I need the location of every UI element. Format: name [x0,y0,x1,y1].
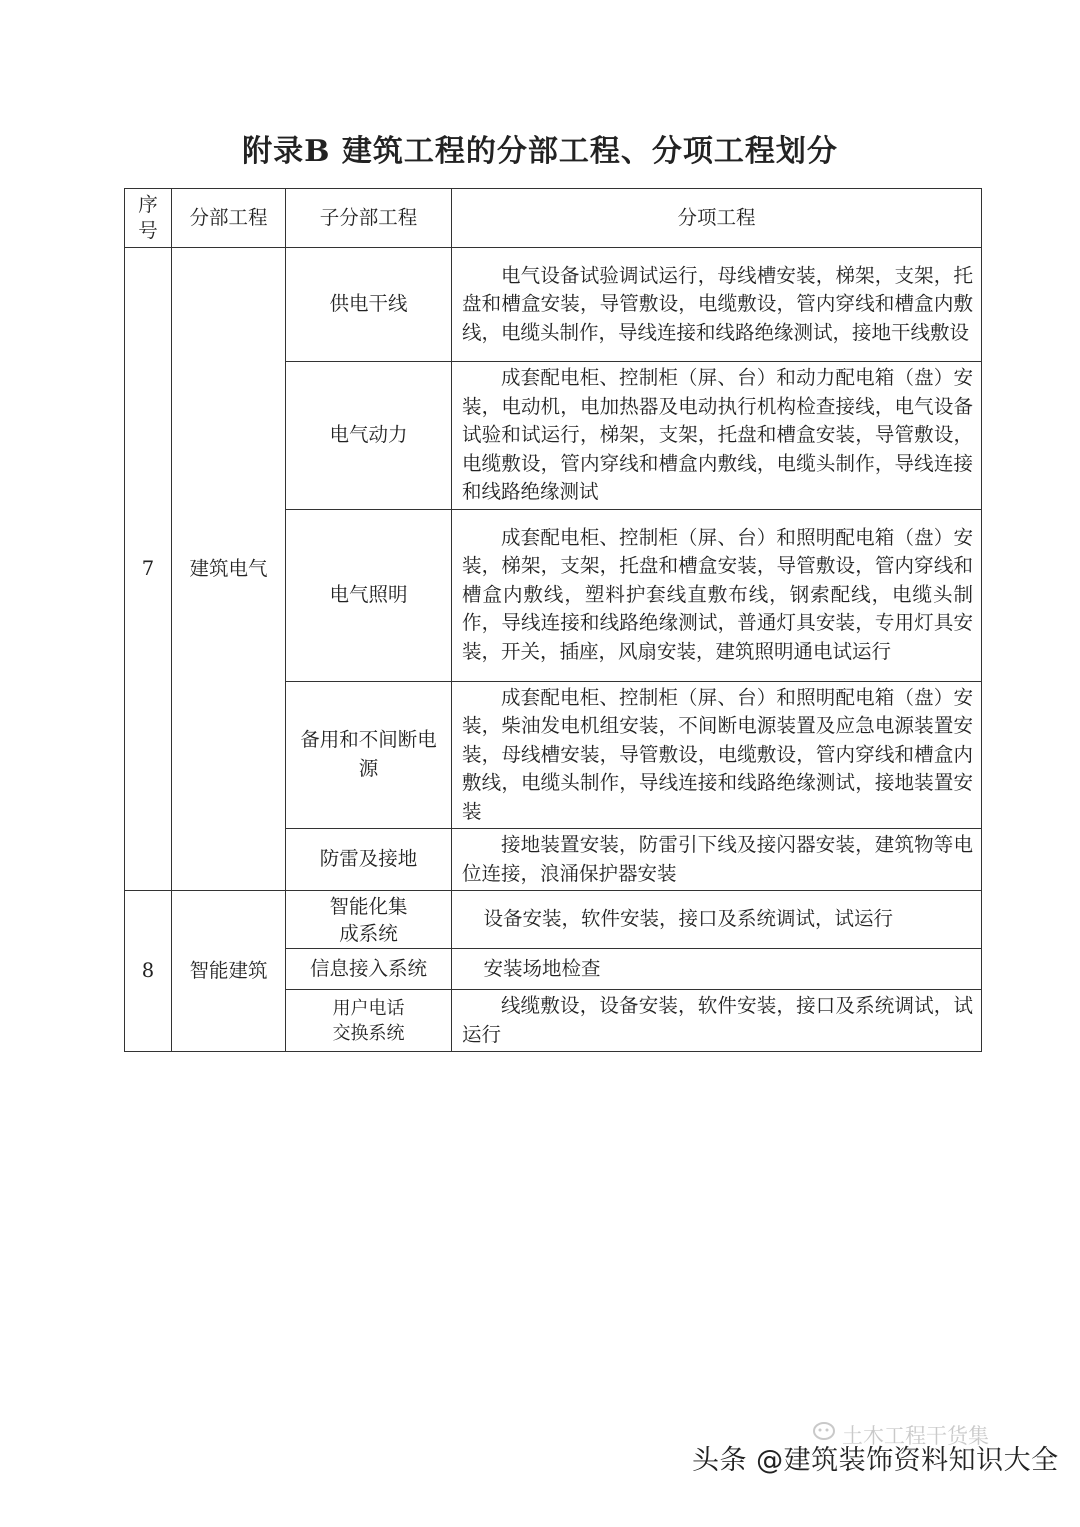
subdivision-cell: 智能化集成系统 [286,891,452,949]
faint-watermark: 土木工程干货集 [842,1424,989,1448]
subdivision-cell: 备用和不间断电源 [286,681,452,829]
table-row [125,248,982,362]
subdivision-cell: 用户电话交换系统 [286,990,452,1052]
header-subdivision: 子分部工程 [286,189,452,248]
header-items: 分项工程 [452,189,982,248]
page-title: 附录B 建筑工程的分部工程、分项工程划分 [242,134,838,169]
subdivision-cell: 防雷及接地 [286,829,452,891]
table-row [125,891,982,949]
items-cell: 设备安装，软件安装，接口及系统调试，试运行 [452,891,982,949]
items-cell: 安装场地检查 [452,949,982,990]
table-header-row [125,189,982,248]
subdivision-cell: 供电干线 [286,248,452,362]
items-cell: 成套配电柜、控制柜（屏、台）和动力配电箱（盘）安装，电动机，电加热器及电动执行机构检查接线，电气设备试验和试运行，梯架，支架，托盘和槽盒安装，导管敷设，电缆敷设，管内穿线和槽盒内敷线，电缆头制作，导线连接和线路绝缘测试 [452,362,982,510]
division-table [124,188,982,1052]
items-cell: 线缆敷设，设备安装，软件安装，接口及系统调试，试运行 [452,990,982,1052]
division-cell: 智能建筑 [172,891,286,1052]
seq-cell: 7 [125,248,172,891]
items-cell: 成套配电柜、控制柜（屏、台）和照明配电箱（盘）安装，梯架，支架，托盘和槽盒安装，导管敷设，管内穿线和槽盒内敷线，塑料护套线直敷布线，钢索配线，电缆头制作，导线连接和线路绝缘测试，普通灯具安装，专用灯具安装，开关，插座，风扇安装，建筑照明通电试运行 [452,509,982,681]
subdivision-cell: 电气照明 [286,509,452,681]
subdivision-cell: 信息接入系统 [286,949,452,990]
header-division: 分部工程 [172,189,286,248]
seq-cell: 8 [125,891,172,1052]
header-seq: 序号 [125,189,172,248]
items-cell: 电气设备试验调试运行，母线槽安装，梯架，支架，托盘和槽盒安装，导管敷设，电缆敷设，管内穿线和槽盒内敷线，电缆头制作，导线连接和线路绝缘测试，接地干线敷设 [452,248,982,362]
source-watermark: 头条 @建筑装饰资料知识大全 [692,1445,1059,1476]
items-cell: 接地装置安装，防雷引下线及接闪器安装，建筑物等电位连接，浪涌保护器安装 [452,829,982,891]
subdivision-cell: 电气动力 [286,362,452,510]
division-cell: 建筑电气 [172,248,286,891]
items-cell: 成套配电柜、控制柜（屏、台）和照明配电箱（盘）安装，柴油发电机组安装，不间断电源装置及应急电源装置安装，母线槽安装，导管敷设，电缆敷设，管内穿线和槽盒内敷线，电缆头制作，导线连接和线路绝缘测试，接地装置安装 [452,681,982,829]
